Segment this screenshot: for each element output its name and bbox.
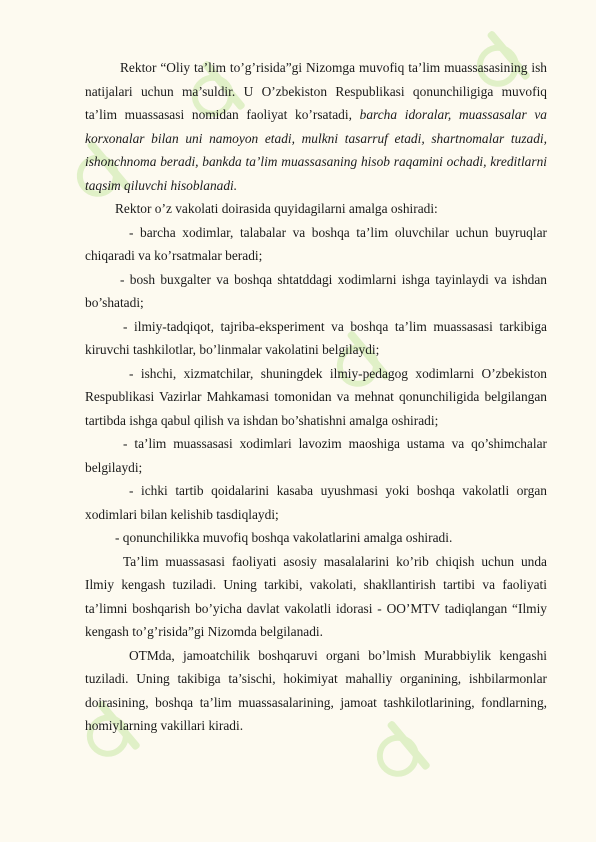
- list-item: - ilmiy-tadqiqot, tajriba-eksperiment va boshqa ta’lim muassasasi tarkibiga kiruvchi tashkilotlar, bo’linmalar vakolatini belgilaydi;: [85, 318, 547, 357]
- list-item: - ishchi, xizmatchilar, shuningdek ilmiy-pedagog xodimlarni O’zbekiston Respublikasi Vazirlar Mahkamasi tomonidan va mehnat qonunchiligida belgilangan tartibda ishga qabul qilish va ishdan bo’shatishni amalga oshiradi;: [85, 365, 547, 428]
- list-item: - barcha xodimlar, talabalar va boshqa ta’lim oluvchilar uchun buyruqlar chiqaradi va ko’rsatmalar beradi;: [85, 224, 547, 263]
- paragraph-italic-text: barcha idoralar, muassasalar va korxonalar bilan uni namoyon etadi, mulkni tasarruf etadi, shartnomalar tuzadi, ishonchnoma beradi, bankda ta’lim muassasaning hisob raqamini ochadi, kreditlarni taqsim qiluvchi hisoblanadi.: [85, 107, 548, 193]
- paragraph-text: Rektor “Oliy ta’lim to’g’risida”gi Nizomga muvofiq ta’lim muassasasining ish natijalari uchun ma’suldir. U O’zbekiston Respublikasi qonunchiligiga muvofiq ta’lim muassasasi nomidan faoliyat ko’rsatadi,: [85, 60, 547, 122]
- list-item: - ta’lim muassasasi xodimlari lavozim maoshiga ustama va qo’shimchalar belgilaydi;: [85, 436, 547, 475]
- list-item: - bosh buxgalter va boshqa shtatddagi xodimlarni ishga tayinlaydi va ishdan bo’shatadi;: [85, 271, 547, 310]
- list-item: - ichki tartib qoidalarini kasaba uyushmasi yoki boshqa vakolatli organ xodimlari bilan kelishib tasdiqlaydi;: [85, 483, 547, 522]
- document-body: [85, 56, 547, 738]
- paragraph-trustee-council: OTMda, jamoatchilik boshqaruvi organi bo’lmish Murabbiylik kengashi tuziladi. Uning takibiga ta’sischi, hokimiyat mahalliy organining, ishbilarmonlar doirasining, boshqa ta’lim muassasalarining, jamoat tashkilotlarining, fondlarning, homiylarning vakillari kiradi.: [85, 647, 547, 733]
- list-item: - qonunchilikka muvofiq boshqa vakolatlarini amalga oshiradi.: [115, 530, 453, 545]
- paragraph-scientific-council: Ta’lim muassasasi faoliyati asosiy masalalarini ko’rib chiqish uchun unda Ilmiy kengash tuziladi. Uning tarkibi, vakolati, shakllantirish tartibi va faoliyati ta’limni boshqarish bo’yicha davlat vakolatli idorasi - OO’MTV tadiqlangan “Ilmiy kengash to’g’risida”gi Nizomda belgilanadi.: [85, 553, 547, 639]
- paragraph-rector-responsibility: [85, 56, 547, 197]
- paragraph-rector-powers-intro: Rektor o’z vakolati doirasida quyidagilarni amalga oshiradi:: [115, 201, 438, 216]
